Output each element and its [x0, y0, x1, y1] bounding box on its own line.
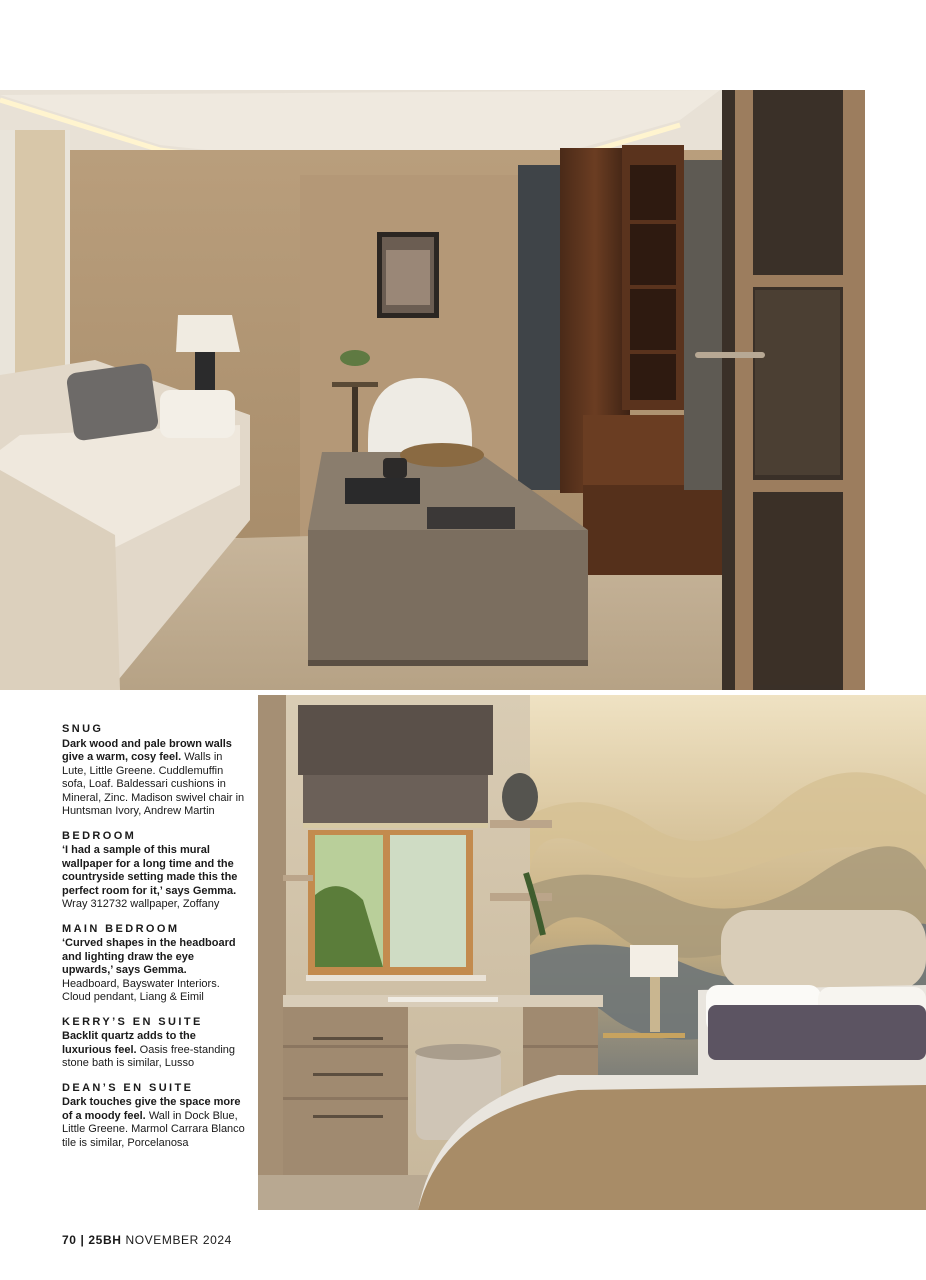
snug-photo [0, 90, 865, 690]
caption-body: Headboard, Bayswater Interiors. Cloud pendant, Liang & Eimil [62, 977, 220, 1003]
caption-lead: ‘I had a sample of this mural wallpaper for a long time and the countryside setting made this the perfect room for it,’ says Gemma. [62, 844, 238, 897]
caption-body: Wray 312732 wallpaper, Zoffany [62, 898, 220, 910]
caption-heading: MAIN BEDROOM [62, 922, 180, 935]
caption-heading: SNUG [62, 723, 104, 735]
page-number: 70 [62, 1233, 77, 1247]
caption-lead: Dark touches give the space more of a moody feel. [62, 1096, 241, 1122]
caption-heading: KERRY’S EN SUITE [62, 1015, 203, 1028]
caption-lead: ‘Curved shapes in the headboard and lighting draw the eye upwards,’ says Gemma. [62, 937, 236, 976]
folio-separator: | [80, 1233, 85, 1247]
captions-column [62, 723, 247, 1161]
caption-body: Wall in Dock Blue, Little Greene. Marmol Carrara Blanco tile is similar, Porcelanosa [62, 1109, 245, 1149]
caption-deans-en-suite [62, 1082, 247, 1151]
caption-snug [62, 723, 247, 819]
caption-lead: Backlit quartz adds to the luxurious feel. [62, 1030, 196, 1056]
caption-kerrys-en-suite [62, 1016, 247, 1071]
caption-body: Walls in Lute, Little Greene. Cuddlemuffin sofa, Loaf. Baldessari cushions in Mineral, Zinc. Madison swivel chair in Huntsman Ivory, Andrew Martin [62, 751, 245, 817]
caption-main-bedroom [62, 923, 247, 1005]
magazine-name: 25BH [88, 1233, 122, 1247]
page-folio [62, 1233, 232, 1247]
bedroom-photo [258, 695, 926, 1210]
caption-heading: BEDROOM [62, 829, 137, 842]
caption-bedroom [62, 830, 247, 912]
issue-date: NOVEMBER 2024 [125, 1233, 232, 1247]
caption-heading: DEAN’S EN SUITE [62, 1081, 194, 1094]
caption-lead: Dark wood and pale brown walls give a warm, cosy feel. [62, 737, 232, 763]
caption-body: Oasis free-standing stone bath is similar, Lusso [62, 1043, 236, 1069]
